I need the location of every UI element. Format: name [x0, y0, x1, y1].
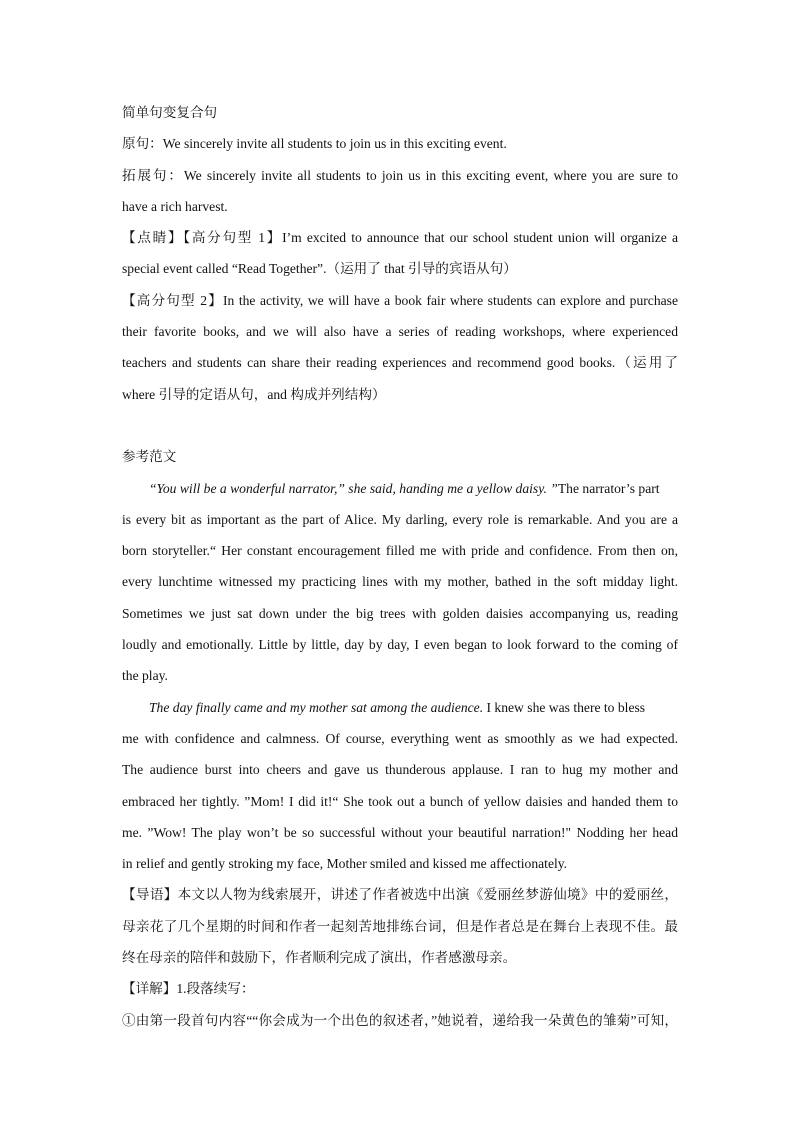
essay-paragraph-2-line-1 — [122, 692, 678, 723]
essay-text-span: The narrator’s part — [557, 480, 660, 496]
high-score-pattern-2-line-1: 【高分句型 2】In the activity, we will have a book fair where students can explore and purchase — [122, 292, 678, 308]
essay-italic-opening: “You will be a wonderful narrator,” she said, handing me a yellow daisy. ” — [149, 480, 558, 496]
high-score-pattern-2-line-4: where 引导的定语从句，and 构成并列结构） — [122, 386, 386, 402]
document-page — [122, 97, 678, 1036]
essay-paragraph-1-line-2: is every bit as important as the part of Alice. My darling, every role is remarkable. And you are a — [122, 511, 678, 527]
detail-line-1: ①由第一段首句内容““你会成为一个出色的叙述者，”她说着，递给我一朵黄色的雏菊”可知， — [122, 1012, 678, 1028]
high-score-pattern-2-line-3: teachers and students can share their reading experiences and recommend good books.（运用了 — [122, 355, 678, 371]
essay-paragraph-2-line-3: The audience burst into cheers and gave us thunderous applause. I ran to hug my mother and — [122, 762, 678, 778]
detail-heading: 【详解】1.段落续写： — [122, 981, 255, 997]
section-heading-sentence-upgrade: 简单句变复合句 — [122, 105, 218, 120]
expanded-sentence-line-1: 拓展句：We sincerely invite all students to join us in this exciting event, where you are sure to — [122, 167, 678, 183]
high-score-pattern-1-line-1: 【点睛】【高分句型 1】I’m excited to announce that our school student union will organize a — [122, 230, 678, 246]
essay-italic-opening-2: The day finally came and my mother sat among the audience. — [149, 699, 484, 715]
essay-paragraph-2-line-2: me with confidence and calmness. Of course, everything went as smoothly as we had expected. — [122, 730, 678, 746]
essay-paragraph-2-line-5: me. ”Wow! The play won’t be so successful without your beautiful narration!" Nodding her head — [122, 824, 678, 840]
essay-paragraph-1-line-7: the play. — [122, 668, 168, 684]
essay-paragraph-2-line-6: in relief and gently stroking my face, Mother smiled and kissed me affectionately. — [122, 856, 568, 872]
essay-paragraph-1-line-3: born storyteller.“ Her constant encouragement filled me with pride and confidence. From then on, — [122, 543, 678, 559]
blank-spacer — [122, 410, 678, 441]
essay-paragraph-2-line-4: embraced her tightly. ”Mom! I did it!“ She took out a bunch of yellow daisies and handed them to — [122, 793, 678, 809]
guide-line-2: 母亲花了几个星期的时间和作者一起刻苦地排练台词，但是作者总是在舞台上表现不佳。最 — [122, 918, 678, 934]
essay-heading: 参考范文 — [122, 449, 177, 465]
essay-text-span: I knew she was there to bless — [483, 699, 646, 715]
high-score-pattern-2-line-2: their favorite books, and we will also have a series of reading workshops, where experienced — [122, 324, 678, 340]
essay-paragraph-1-line-5: Sometimes we just sat down under the big trees with golden daisies accompanying us, reading — [122, 605, 678, 621]
expanded-sentence-line-2: have a rich harvest. — [122, 198, 228, 214]
essay-paragraph-1-line-6: loudly and emotionally. Little by little, day by day, I even began to look forward to the coming of — [122, 637, 678, 653]
high-score-pattern-1-line-2: special event called “Read Together”.（运用了 that 引导的宾语从句） — [122, 261, 517, 277]
essay-paragraph-1-line-1 — [122, 473, 678, 504]
guide-line-3: 终在母亲的陪伴和鼓励下，作者顺利完成了演出，作者感激母亲。 — [122, 950, 517, 966]
original-sentence: 原句：We sincerely invite all students to join us in this exciting event. — [122, 136, 507, 152]
guide-line-1: 【导语】本文以人物为线索展开，讲述了作者被选中出演《爱丽丝梦游仙境》中的爱丽丝， — [122, 887, 678, 903]
essay-paragraph-1-line-4: every lunchtime witnessed my practicing lines with my mother, bathed in the soft midday light. — [122, 574, 678, 590]
